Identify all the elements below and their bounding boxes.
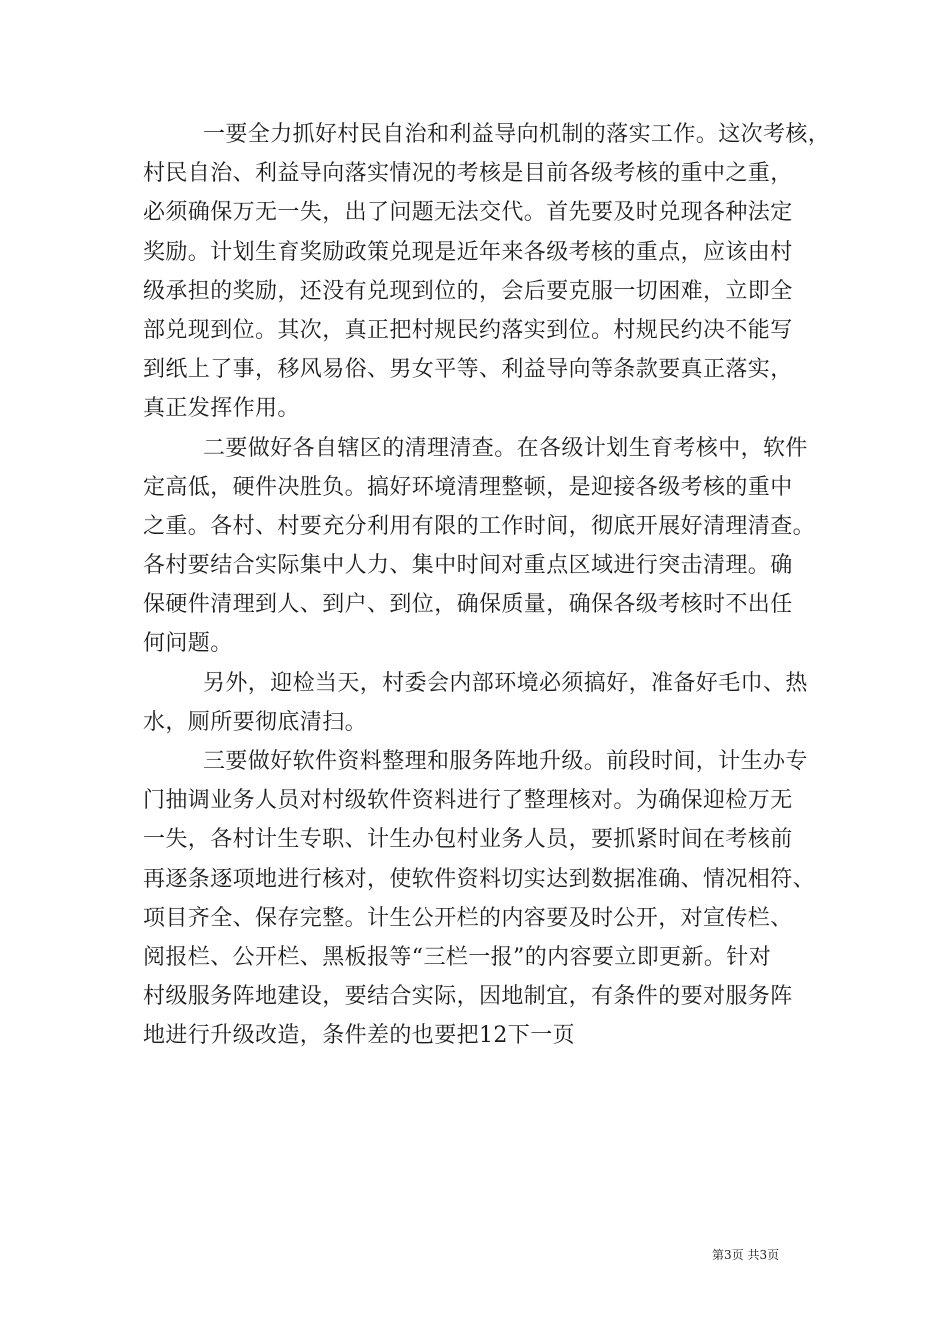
- paragraph-line: 一失，各村计生专职、计生办包村业务人员，要抓紧时间在考核前: [143, 827, 793, 853]
- paragraph-line: 部兑现到位。其次，真正把村规民约落实到位。村规民约决不能写: [143, 317, 793, 343]
- paragraph-line: 村级服务阵地建设，要结合实际，因地制宜，有条件的要对服务阵: [143, 984, 793, 1010]
- paragraph-line: 村民自治、利益导向落实情况的考核是目前各级考核的重中之重，: [143, 161, 793, 187]
- paragraph-line: 再逐条逐项地进行核对，使软件资料切实达到数据准确、情况相符、: [143, 866, 816, 892]
- paragraph-first-line: 二要做好各自辖区的清理清查。在各级计划生育考核中，软件: [203, 435, 808, 461]
- paragraph-first-line: 三要做好软件资料整理和服务阵地升级。前段时间，计生办专: [203, 749, 808, 774]
- paragraph-line: 定高低，硬件决胜负。搞好环境清理整顿，是迎接各级考核的重中: [143, 474, 793, 500]
- paragraph-line: 到纸上了事，移风易俗、男女平等、利益导向等条款要真正落实，: [143, 357, 793, 383]
- document-body: [143, 115, 831, 1056]
- paragraph-line: 阅报栏、公开栏、黑板报等“三栏一报”的内容要立即更新。针对: [143, 944, 772, 970]
- paragraph-line: 级承担的奖励，还没有兑现到位的，会后要克服一切困难，立即全: [143, 278, 793, 304]
- paragraph-line: 之重。各村、村要充分利用有限的工作时间，彻底开展好清理清查。: [143, 513, 816, 539]
- paragraph-line: 地进行升级改造，条件差的也要把12下一页: [143, 1023, 575, 1049]
- paragraph-first-line: 一要全力抓好村民自治和利益导向机制的落实工作。这次考核，: [203, 122, 831, 147]
- page-number-footer: 第3页 共3页: [712, 1248, 780, 1262]
- paragraph-first-line: 另外，迎检当天，村委会内部环境必须搞好，准备好毛巾、热: [203, 670, 808, 696]
- paragraph-line: 真正发挥作用。: [143, 396, 300, 422]
- paragraph-line: 水，厕所要彻底清扫。: [143, 709, 368, 735]
- paragraph-line: 保硬件清理到人、到户、到位，确保质量，确保各级考核时不出任: [143, 592, 793, 618]
- paragraph-line: 何问题。: [143, 631, 233, 657]
- paragraph-line: 各村要结合实际集中人力、集中时间对重点区域进行突击清理。确: [143, 553, 793, 579]
- paragraph-line: 奖励。计划生育奖励政策兑现是近年来各级考核的重点，应该由村: [143, 239, 793, 265]
- paragraph-line: 门抽调业务人员对村级软件资料进行了整理核对。为确保迎检万无: [143, 788, 793, 814]
- paragraph-line: 必须确保万无一失，出了问题无法交代。首先要及时兑现各种法定: [143, 200, 793, 226]
- paragraph-line: 项目齐全、保存完整。计生公开栏的内容要及时公开，对宣传栏、: [143, 905, 793, 931]
